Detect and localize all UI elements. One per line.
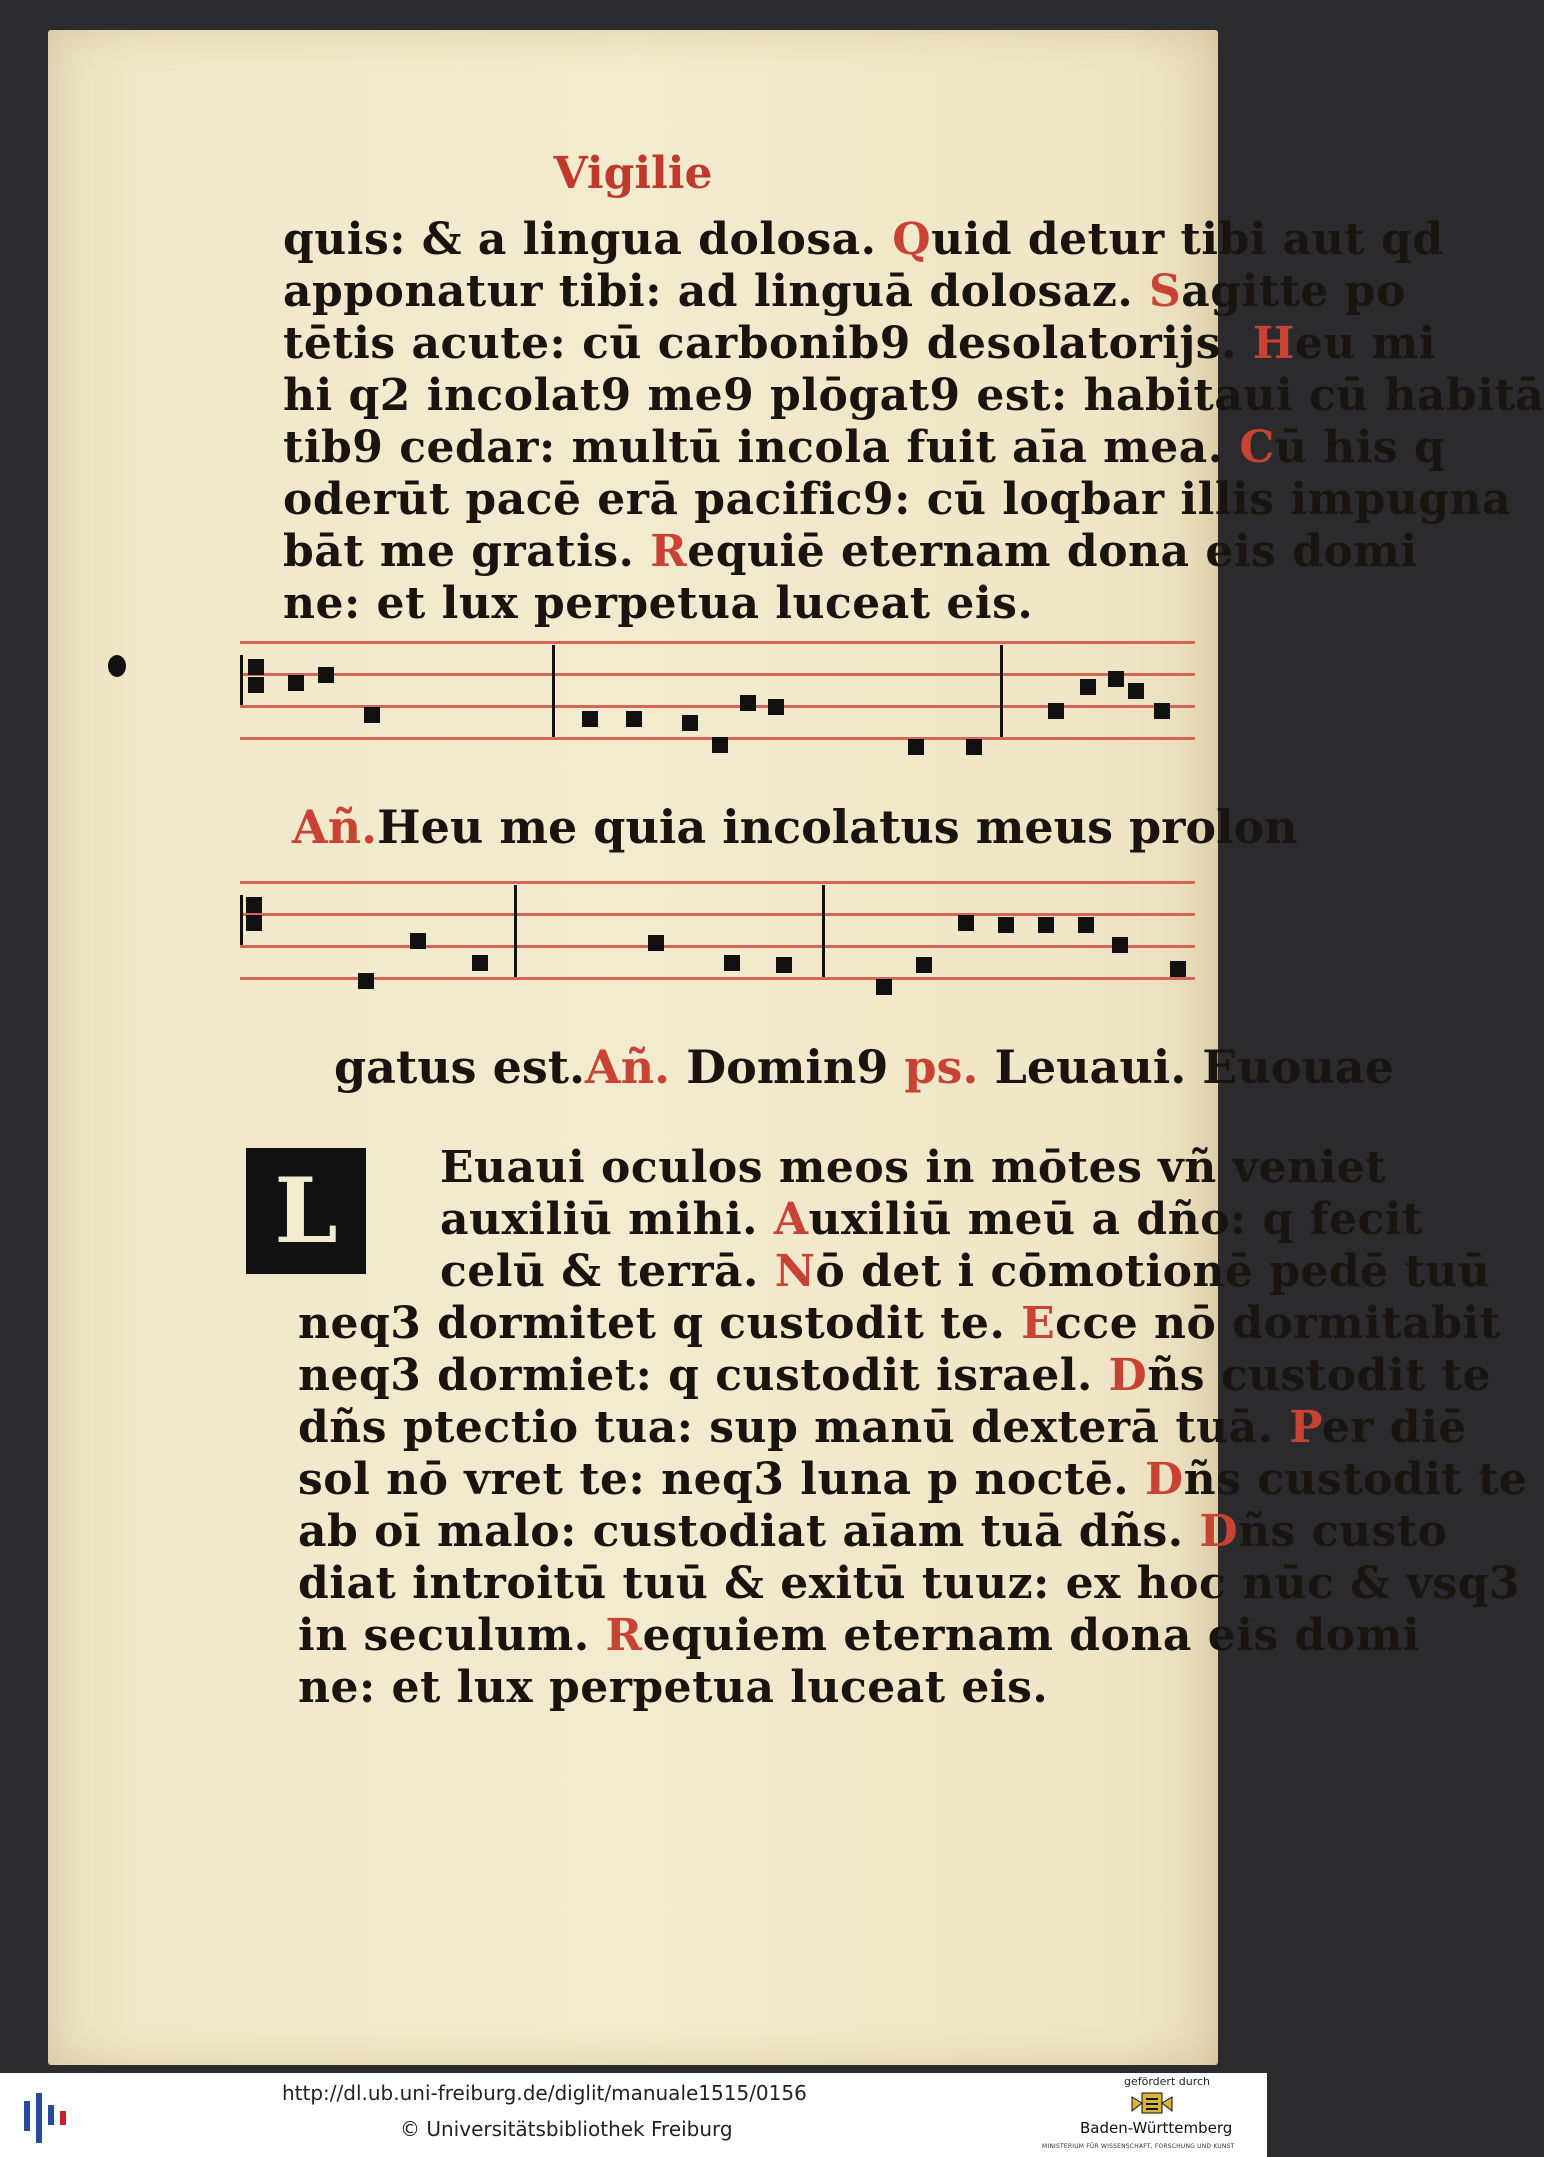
sponsor-name: Baden-Württemberg	[1080, 2119, 1233, 2137]
clef-mark	[240, 655, 243, 705]
document-url-link[interactable]: http://dl.ub.uni-freiburg.de/diglit/manuale1515/0156	[282, 2081, 807, 2105]
sponsor-caption: gefördert durch	[1124, 2075, 1211, 2088]
neume	[1112, 937, 1128, 953]
logo-bar	[60, 2111, 66, 2125]
neume	[626, 711, 642, 727]
text-line-8: ne: et lux perpetua luceat eis.	[283, 578, 1034, 629]
logo-bar	[36, 2093, 42, 2143]
staff-line	[240, 673, 1195, 676]
staff-line	[240, 977, 1195, 980]
neume	[648, 935, 664, 951]
text-line-6: oderūt pacē erā pacific9: cū loqbar illis impugna	[283, 474, 1512, 525]
neume	[682, 715, 698, 731]
antiphon-lyric-1: Añ.Heu me quia incolatus meus prolon	[292, 800, 1298, 854]
neume	[248, 659, 264, 675]
logo-bar	[24, 2101, 30, 2131]
text-line-2: apponatur tibi: ad linguā dolosaz. Sagitte po	[283, 266, 1406, 317]
text-line-4: hi q2 incolat9 me9 plōgat9 est: habitaui cū habitā	[283, 370, 1544, 421]
bar-line	[514, 885, 517, 977]
sponsor-subtitle: MINISTERIUM FÜR WISSENSCHAFT, FORSCHUNG UND KUNST	[1042, 2143, 1235, 2150]
neume	[1078, 917, 1094, 933]
neume	[582, 711, 598, 727]
page-header: Vigilie	[553, 148, 713, 199]
decorated-initial: L	[246, 1148, 366, 1274]
logo-bar	[48, 2105, 54, 2125]
clef-mark	[240, 895, 243, 945]
neume	[364, 707, 380, 723]
state-crest-icon	[1128, 2089, 1176, 2117]
psalm2-line-10: in seculum. Requiem eternam dona eis domi	[298, 1610, 1420, 1661]
psalm2-line-7: sol nō vret te: neq3 luna p noctē. Dñs custodit te	[298, 1454, 1528, 1505]
neume	[288, 675, 304, 691]
neume	[740, 695, 756, 711]
staff-line	[240, 641, 1195, 644]
psalm2-line-6: dñs ptectio tua: sup manū dexterā tuā. Per diē	[298, 1402, 1467, 1453]
neume	[916, 957, 932, 973]
bar-line	[1000, 645, 1003, 737]
neume	[1128, 683, 1144, 699]
bar-line	[552, 645, 555, 737]
psalm2-line-8: ab oī malo: custodiat aīam tuā dñs. Dñs custo	[298, 1506, 1448, 1557]
neume	[472, 955, 488, 971]
neume	[1154, 703, 1170, 719]
neume	[712, 737, 728, 753]
staff-line	[240, 913, 1195, 916]
neume	[958, 915, 974, 931]
psalm2-line-4: neq3 dormitet q custodit te. Ecce nō dormitabit	[298, 1298, 1501, 1349]
text-line-7: bāt me gratis. Requiē eternam dona eis domi	[283, 526, 1418, 577]
neume	[768, 699, 784, 715]
neume	[1170, 961, 1186, 977]
neume	[246, 897, 262, 913]
staff-line	[240, 945, 1195, 948]
neume	[358, 973, 374, 989]
psalm2-line-5: neq3 dormiet: q custodit israel. Dñs custodit te	[298, 1350, 1491, 1401]
neume	[1048, 703, 1064, 719]
music-staff-1	[240, 635, 1195, 755]
neume	[998, 917, 1014, 933]
psalm2-line-2: auxiliū mihi. Auxiliū meū a dño: q fecit	[440, 1194, 1423, 1245]
staff-line	[240, 881, 1195, 884]
copyright-text: © Universitätsbibliothek Freiburg	[400, 2117, 733, 2141]
text-line-1: quis: & a lingua dolosa. Quid detur tibi aut qd	[283, 214, 1444, 265]
psalm2-line-11: ne: et lux perpetua luceat eis.	[298, 1662, 1049, 1713]
antiphon-lyric-2: gatus est.Añ. Domin9 ps. Leuaui. Euouae	[334, 1040, 1394, 1094]
footer-bar	[0, 2073, 1267, 2157]
neume	[876, 979, 892, 995]
neume	[908, 739, 924, 755]
neume	[246, 915, 262, 931]
neume	[1108, 671, 1124, 687]
neume	[724, 955, 740, 971]
neume	[318, 667, 334, 683]
bar-line	[822, 885, 825, 977]
music-staff-2	[240, 875, 1195, 995]
psalm2-line-9: diat introitū tuū & exitū tuuz: ex hoc nūc & vsq3	[298, 1558, 1520, 1609]
neume	[776, 957, 792, 973]
neume	[1038, 917, 1054, 933]
psalm2-line-1: Euaui oculos meos in mōtes vñ veniet	[440, 1142, 1387, 1193]
neume	[966, 739, 982, 755]
neume	[248, 677, 264, 693]
text-line-3: tētis acute: cū carbonib9 desolatorijs. Heu mi	[283, 318, 1436, 369]
psalm2-line-3: celū & terrā. Nō det i cōmotionē pedē tuū	[440, 1246, 1491, 1297]
neume	[410, 933, 426, 949]
text-line-5: tib9 cedar: multū incola fuit aīa mea. Cū his q	[283, 422, 1446, 473]
binding-hole	[108, 655, 126, 677]
neume	[1080, 679, 1096, 695]
